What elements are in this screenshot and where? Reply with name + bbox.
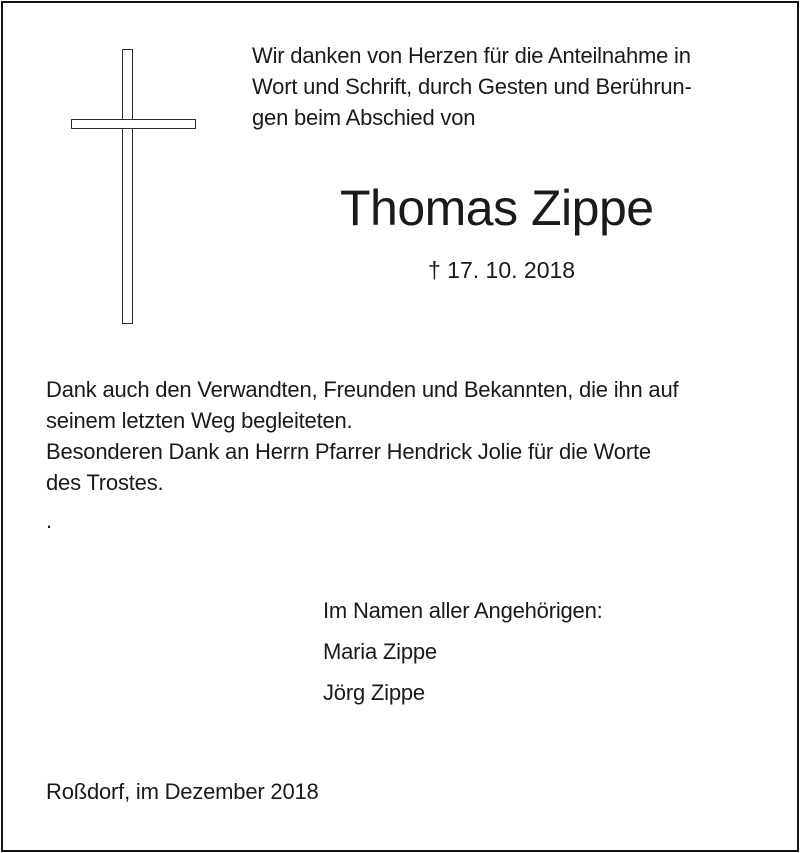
thanks-text [46, 374, 678, 498]
thanks-line: des Trostes. [46, 470, 164, 495]
signatory-name: Jörg Zippe [323, 680, 425, 705]
deceased-name: Thomas Zippe [340, 180, 654, 236]
place-and-date: Roßdorf, im Dezember 2018 [46, 779, 319, 804]
signatory-name: Maria Zippe [323, 639, 437, 664]
intro-line: Wir danken von Herzen für die Anteilnahme in [252, 43, 691, 68]
intro-line: Wort und Schrift, durch Gesten und Berührun- [252, 74, 692, 99]
death-date: † 17. 10. 2018 [428, 257, 576, 283]
intro-line: gen beim Abschied von [252, 105, 476, 130]
thanks-line: Besonderen Dank an Herrn Pfarrer Hendrick Jolie für die Worte [46, 439, 651, 464]
signature-block [323, 590, 603, 713]
thanks-line: Dank auch den Verwandten, Freunden und Bekannten, die ihn auf [46, 377, 679, 402]
stray-mark: . [46, 508, 52, 533]
intro-text [252, 40, 692, 133]
signature-heading: Im Namen aller Angehörigen: [323, 598, 603, 623]
thanks-line: seinem letzten Weg begleiteten. [46, 408, 353, 433]
